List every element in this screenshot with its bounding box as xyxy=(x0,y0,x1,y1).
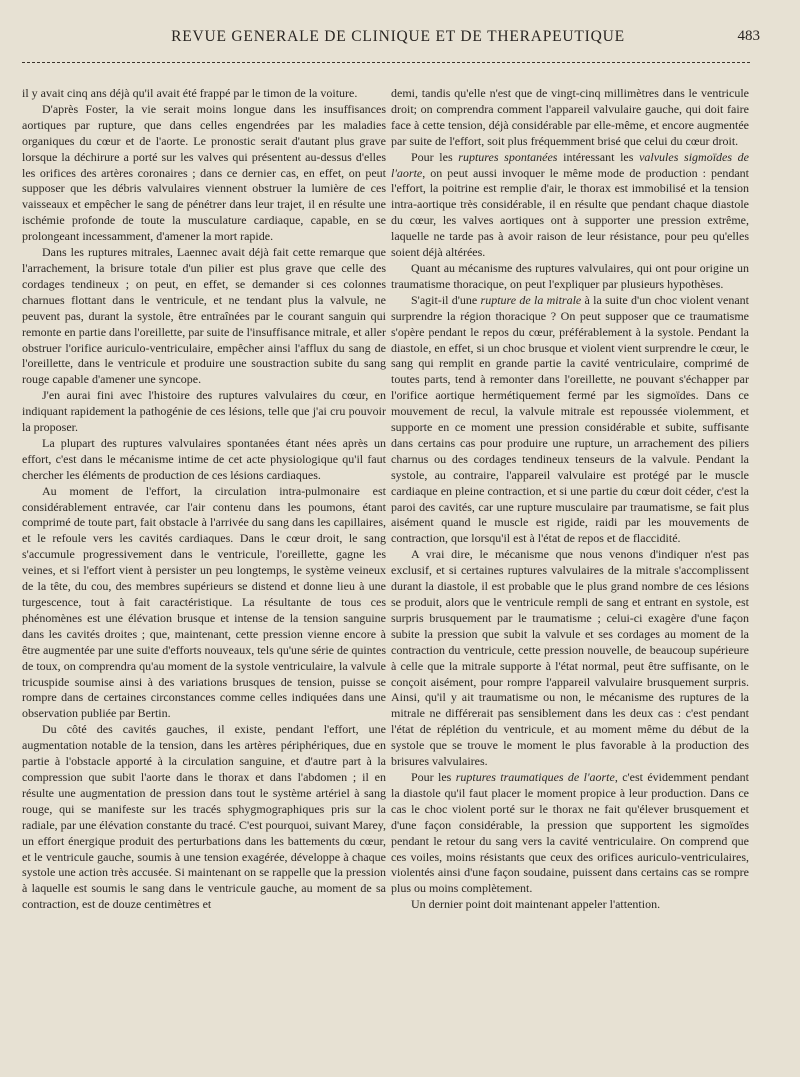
paragraph: Au moment de l'effort, la circulation intra-pulmonaire est considérablement entravée, car l'air contenu dans les poumons, étant comprimé de toute part, fait obstacle à l'arrivée du sang dans les capillaires, et le refoule vers les cavités cardiaques. Dans le cœur droit, le sang s'accumule progressivement dans le ventricule, l'oreillette, gagne les veines, et si l'effort vient à persister un peu longtemps, le système veineux de la tête, du cou, des membres supérieurs se distend et donne lieu à une turgescence, tout à fait caractéristique. La résultante de tous ces phénomènes est une élévation brusque et intense de la tension sanguine dans les cavités droites ; que, maintenant, cette pression vienne encore à être augmentée par une suite d'efforts nouveaux, tels qu'une série de quintes de toux, on comprendra qu'au moment de la systole ventriculaire, la valvule tricuspide soumise ainsi à des variations brusques de tension, puisse se rompre dans de certaines circonstances comme celles indiquées dans une observation publiée par Bertin. xyxy=(22,483,386,721)
right-column xyxy=(391,86,749,913)
paragraph: Dans les ruptures mitrales, Laennec avait déjà fait cette remarque que l'arrachement, la brisure totale d'un pilier est plus grave que celle des cordages tendineux ; on peut, en effet, se demander si ces colonnes charnues flottant dans le ventricule, et ne tendant plus la valvule, ne peuvent pas, durant la systole, être entraînées par le courant sanguin qui remonte en partie dans l'oreillette, par suite de l'insuffisance mitrale, et aller obstruer l'orifice auriculo-ventriculaire, empêcher ainsi l'afflux du sang de l'oreillette, dans le ventricule et produire une soustraction subite du sang rouge capable d'amener une syncope. xyxy=(22,245,386,387)
paragraph: Un dernier point doit maintenant appeler l'attention. xyxy=(411,897,661,912)
paragraph: Du côté des cavités gauches, il existe, pendant l'effort, une augmentation notable de la tension, dans les artères périphériques, due en partie à l'obstacle apporté à la circulation sanguine, et d'autre part à la compression que subit l'aorte dans le thorax et dans l'abdomen ; il en résulte une augmentation de pression dans tout le système artériel à sang rouge, qui se manifeste sur les tracés sphygmographiques pris sur la radiale, par une élévation constante du tracé. C'est pourquoi, suivant Marey, un effort énergique produit des perturbations dans les battements du cœur, et le ventricule gauche, soumis à une tension exagérée, développe à chaque systole une action très accusée. Si maintenant on se rappelle que la pression à laquelle est soumis le sang dans le ventricule gauche, au moment de sa contraction, est de douze centimètres et xyxy=(22,722,386,912)
paragraph: Quant au mécanisme des ruptures valvulaires, qui ont pour origine un traumatisme thoracique, on peut l'expliquer par plusieurs hypothèses. xyxy=(391,260,749,291)
paragraph: La plupart des ruptures valvulaires spontanées étant nées après un effort, c'est dans le mécanisme intime de cet acte physiologique qu'il faut chercher les éléments de production de ces lésions cardiaques. xyxy=(22,435,386,482)
italic-term: valvules sigmoïdes de l'aorte xyxy=(391,149,749,180)
italic-term: rupture de la mitrale xyxy=(480,292,582,307)
paragraph: il y avait cinq ans déjà qu'il avait été frappé par le timon de la voiture. xyxy=(22,86,358,100)
page-header xyxy=(0,28,800,54)
text-run: à la suite d'un choc violent venant surprendre la région thoracique ? On peut supposer que ce traumatisme s'opère pendant le repos du cœur, préférablement à la systole. Pendant la diastole, en effet, si un choc brusque et violent vient surprendre le cœur, le sang qui remplit en grande partie la cavité ventriculaire, comprimé de toutes parts, tend à remonter dans l'oreillette, ne pouvant s'échapper par l'orifice aortique hermétiquement fermé par les sigmoïdes. Dans ce mouvement de recul, la valvule mitrale est repoussée violemment, et supporte en ce moment une pression considérable et subite, suffisante dans certains cas pour produire une rupture, un arrachement des piliers charnus ou des cordages tendineux tenseurs de la valvule. Pendant la systole, au contraire, l'appareil valvulaire est protégé par le muscle cardiaque en pleine contraction, et si une partie du cœur doit céder, c'est la paroi des cavités, car une rupture musculaire par traumatisme, se fait plus aisément quand le muscle est rigide, raidi par les mouvements de contraction, que lorsqu'il est à l'état de repos et de flaccidité. xyxy=(391,292,749,546)
running-title: REVUE GENERALE DE CLINIQUE ET DE THERAPEUTIQUE xyxy=(171,28,625,45)
text-run: S'agit-il d'une xyxy=(411,292,481,307)
text-run: , c'est évidemment pendant la diastole qu'il faut placer le moment propice à leur production. Dans ce cas le choc violent porté sur le thorax ne fait qu'élever brusquement et d'une façon considérable, la pression que supportent les sigmoïdes pendant le retour du sang vers la cavité ventriculaire. On comprend que ces voiles, moins résistants que ceux des orifices auriculo-ventriculaires, violentés ainsi d'une façon soudaine, puissent dans certains cas se rompre plus ou moins complètement. xyxy=(391,769,749,896)
text-run: Pour les xyxy=(411,149,459,164)
paragraph: demi, tandis qu'elle n'est que de vingt-cinq millimètres dans le ventricule droit; on comprendra comment l'appareil valvulaire gauche, qui doit faire face à cette tension, déjà considérable par elle-même, et encore augmentée par suite de l'effort, soit plus fréquemment brisé que celui du cœur droit. xyxy=(391,86,749,148)
paragraph xyxy=(391,150,749,261)
paragraph: D'après Foster, la vie serait moins longue dans les insuffisances aortiques par rupture, que dans celles engendrées par les maladies organiques du cœur et de l'aorte. Le pronostic serait d'autant plus grave lorsque la déchirure a porté sur les valves qui présentent au-dessus d'elles les orifices des artères coronaires ; dans ce dernier cas, en effet, on peut supposer que les débris valvulaires viennent obstruer la lumière de ces vaisseaux et empêcher le sang de pénétrer dans leur trajet, il en résulte une ischémie profonde de toute la musculature cardiaque, capable, en se prolongeant incessamment, d'amener la mort rapide. xyxy=(22,101,386,244)
paragraph: A vrai dire, le mécanisme que nous venons d'indiquer n'est pas exclusif, et si certaines ruptures valvulaires de la mitrale s'accomplissent durant la diastole, il est probable que le plus grand nombre de ces lésions se produit, alors que le ventricule rempli de sang et entrant en systole, est surpris brusquement par le traumatisme ; celui-ci exagère d'une façon subite la pression que subit la valvule et ses cordages au moment de la contraction du ventricule, cette pression nouvelle, de beaucoup supérieure à celle que la mitrale supporte à l'état normal, peut être suffisante, on le conçoit aisément, pour rompre l'appareil valvulaire brusquement surpris. Ainsi, qu'il y ait traumatisme ou non, le mécanisme des ruptures de la mitrale ne différerait pas sensiblement dans les deux cas : c'est pendant l'état de réplétion du ventricule, et au moment même du début de la systole que se trouve le moment le plus favorable à la production des brisures valvulaires. xyxy=(391,547,749,769)
page-number: 483 xyxy=(737,28,760,44)
header-rule xyxy=(22,62,750,63)
text-run: intéressant les xyxy=(557,149,640,164)
left-column xyxy=(22,86,386,913)
italic-term: ruptures spontanées xyxy=(458,149,558,164)
paragraph: J'en aurai fini avec l'histoire des ruptures valvulaires du cœur, en indiquant rapidement la pathogénie de ces lésions, telle que j'ai cru pouvoir la proposer. xyxy=(22,388,386,435)
paragraph xyxy=(391,770,749,897)
italic-term: ruptures traumatiques de l'aorte xyxy=(455,769,615,784)
text-run: Pour les xyxy=(411,769,456,784)
text-run: , on peut aussi invoquer le même mode de production : pendant l'effort, la poitrine est remplie d'air, le thorax est immobilisé et la tension intra-aortique très considérable, il en résulte que pendant chaque diastole du cœur, les valves aortiques ont à supporter une pression extrême, laquelle ne tarde pas à avoir raison de leur résistance, pour peu qu'elles soient déjà altérées. xyxy=(391,165,749,260)
paragraph xyxy=(391,293,749,548)
